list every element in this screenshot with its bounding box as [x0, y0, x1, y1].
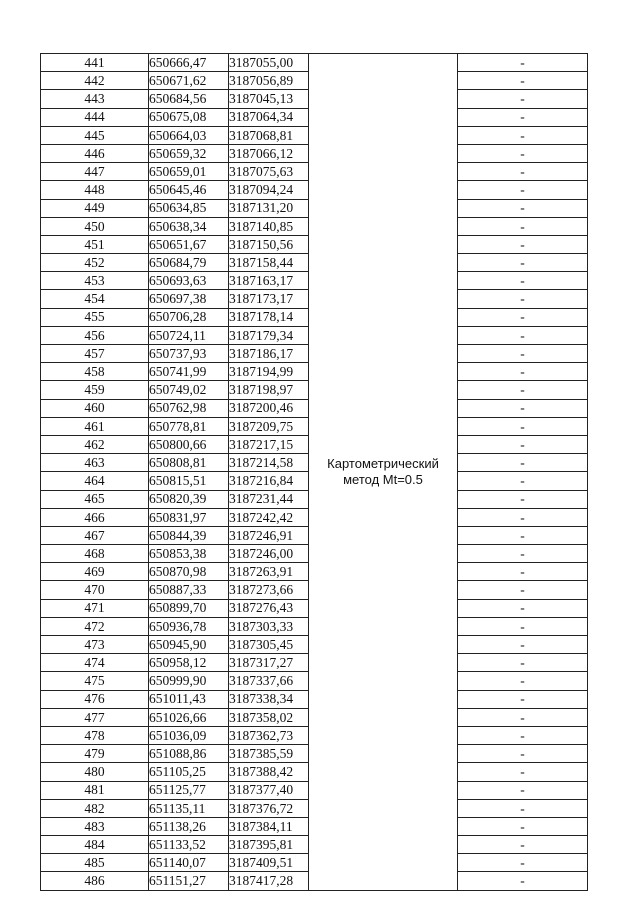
y-coordinate-cell: 3187376,72 — [229, 799, 309, 817]
point-number-cell: 477 — [41, 708, 149, 726]
x-coordinate-cell: 650844,39 — [149, 526, 229, 544]
y-coordinate-cell: 3187186,17 — [229, 345, 309, 363]
point-number-cell: 459 — [41, 381, 149, 399]
y-coordinate-cell: 3187395,81 — [229, 836, 309, 854]
y-coordinate-cell: 3187150,56 — [229, 235, 309, 253]
x-coordinate-cell: 650853,38 — [149, 545, 229, 563]
y-coordinate-cell: 3187338,34 — [229, 690, 309, 708]
x-coordinate-cell: 650684,56 — [149, 90, 229, 108]
dash-cell: - — [458, 163, 588, 181]
y-coordinate-cell: 3187377,40 — [229, 781, 309, 799]
y-coordinate-cell: 3187358,02 — [229, 708, 309, 726]
y-coordinate-cell: 3187337,66 — [229, 672, 309, 690]
dash-cell: - — [458, 454, 588, 472]
x-coordinate-cell: 651026,66 — [149, 708, 229, 726]
point-number-cell: 448 — [41, 181, 149, 199]
point-number-cell: 473 — [41, 636, 149, 654]
x-coordinate-cell: 651138,26 — [149, 817, 229, 835]
dash-cell: - — [458, 363, 588, 381]
dash-cell: - — [458, 144, 588, 162]
x-coordinate-cell: 650638,34 — [149, 217, 229, 235]
point-number-cell: 450 — [41, 217, 149, 235]
x-coordinate-cell: 650936,78 — [149, 617, 229, 635]
x-coordinate-cell: 650945,90 — [149, 636, 229, 654]
dash-cell: - — [458, 217, 588, 235]
method-label-line1: Картометрический — [327, 455, 439, 471]
dash-cell: - — [458, 199, 588, 217]
point-number-cell: 464 — [41, 472, 149, 490]
y-coordinate-cell: 3187384,11 — [229, 817, 309, 835]
point-number-cell: 475 — [41, 672, 149, 690]
y-coordinate-cell: 3187131,20 — [229, 199, 309, 217]
dash-cell: - — [458, 836, 588, 854]
dash-cell: - — [458, 508, 588, 526]
point-number-cell: 458 — [41, 363, 149, 381]
y-coordinate-cell: 3187388,42 — [229, 763, 309, 781]
dash-cell: - — [458, 781, 588, 799]
y-coordinate-cell: 3187409,51 — [229, 854, 309, 872]
dash-cell: - — [458, 526, 588, 544]
y-coordinate-cell: 3187064,34 — [229, 108, 309, 126]
dash-cell: - — [458, 308, 588, 326]
x-coordinate-cell: 650741,99 — [149, 363, 229, 381]
point-number-cell: 447 — [41, 163, 149, 181]
point-number-cell: 457 — [41, 345, 149, 363]
dash-cell: - — [458, 72, 588, 90]
x-coordinate-cell: 650666,47 — [149, 54, 229, 72]
x-coordinate-cell: 650684,79 — [149, 254, 229, 272]
dash-cell: - — [458, 617, 588, 635]
x-coordinate-cell: 650697,38 — [149, 290, 229, 308]
point-number-cell: 443 — [41, 90, 149, 108]
point-number-cell: 486 — [41, 872, 149, 890]
y-coordinate-cell: 3187178,14 — [229, 308, 309, 326]
point-number-cell: 463 — [41, 454, 149, 472]
point-number-cell: 480 — [41, 763, 149, 781]
y-coordinate-cell: 3187216,84 — [229, 472, 309, 490]
point-number-cell: 462 — [41, 435, 149, 453]
dash-cell: - — [458, 381, 588, 399]
point-number-cell: 466 — [41, 508, 149, 526]
point-number-cell: 461 — [41, 417, 149, 435]
x-coordinate-cell: 651151,27 — [149, 872, 229, 890]
point-number-cell: 460 — [41, 399, 149, 417]
x-coordinate-cell: 650999,90 — [149, 672, 229, 690]
y-coordinate-cell: 3187179,34 — [229, 326, 309, 344]
point-number-cell: 482 — [41, 799, 149, 817]
method-label-line2: метод Mt=0.5 — [343, 471, 423, 487]
dash-cell: - — [458, 290, 588, 308]
y-coordinate-cell: 3187417,28 — [229, 872, 309, 890]
point-number-cell: 470 — [41, 581, 149, 599]
y-coordinate-cell: 3187231,44 — [229, 490, 309, 508]
y-coordinate-cell: 3187246,00 — [229, 545, 309, 563]
dash-cell: - — [458, 545, 588, 563]
point-number-cell: 446 — [41, 144, 149, 162]
y-coordinate-cell: 3187209,75 — [229, 417, 309, 435]
point-number-cell: 476 — [41, 690, 149, 708]
x-coordinate-cell: 651140,07 — [149, 854, 229, 872]
y-coordinate-cell: 3187066,12 — [229, 144, 309, 162]
y-coordinate-cell: 3187385,59 — [229, 745, 309, 763]
dash-cell: - — [458, 672, 588, 690]
point-number-cell: 483 — [41, 817, 149, 835]
x-coordinate-cell: 650724,11 — [149, 326, 229, 344]
dash-cell: - — [458, 563, 588, 581]
x-coordinate-cell: 650659,01 — [149, 163, 229, 181]
y-coordinate-cell: 3187317,27 — [229, 654, 309, 672]
x-coordinate-cell: 650671,62 — [149, 72, 229, 90]
dash-cell: - — [458, 745, 588, 763]
point-number-cell: 468 — [41, 545, 149, 563]
dash-cell: - — [458, 108, 588, 126]
x-coordinate-cell: 650737,93 — [149, 345, 229, 363]
dash-cell: - — [458, 181, 588, 199]
point-number-cell: 445 — [41, 126, 149, 144]
y-coordinate-cell: 3187214,58 — [229, 454, 309, 472]
dash-cell: - — [458, 126, 588, 144]
point-number-cell: 465 — [41, 490, 149, 508]
dash-cell: - — [458, 654, 588, 672]
x-coordinate-cell: 650808,81 — [149, 454, 229, 472]
x-coordinate-cell: 650693,63 — [149, 272, 229, 290]
point-number-cell: 474 — [41, 654, 149, 672]
dash-cell: - — [458, 708, 588, 726]
coordinates-table-body — [41, 54, 588, 891]
y-coordinate-cell: 3187045,13 — [229, 90, 309, 108]
method-cell — [309, 54, 458, 891]
dash-cell: - — [458, 872, 588, 890]
point-number-cell: 456 — [41, 326, 149, 344]
x-coordinate-cell: 651088,86 — [149, 745, 229, 763]
dash-cell: - — [458, 817, 588, 835]
dash-cell: - — [458, 763, 588, 781]
y-coordinate-cell: 3187200,46 — [229, 399, 309, 417]
point-number-cell: 454 — [41, 290, 149, 308]
dash-cell: - — [458, 854, 588, 872]
x-coordinate-cell: 650870,98 — [149, 563, 229, 581]
y-coordinate-cell: 3187068,81 — [229, 126, 309, 144]
x-coordinate-cell: 650634,85 — [149, 199, 229, 217]
x-coordinate-cell: 650645,46 — [149, 181, 229, 199]
dash-cell: - — [458, 235, 588, 253]
point-number-cell: 444 — [41, 108, 149, 126]
x-coordinate-cell: 650778,81 — [149, 417, 229, 435]
x-coordinate-cell: 650887,33 — [149, 581, 229, 599]
x-coordinate-cell: 650706,28 — [149, 308, 229, 326]
y-coordinate-cell: 3187305,45 — [229, 636, 309, 654]
x-coordinate-cell: 650749,02 — [149, 381, 229, 399]
x-coordinate-cell: 651011,43 — [149, 690, 229, 708]
y-coordinate-cell: 3187242,42 — [229, 508, 309, 526]
point-number-cell: 449 — [41, 199, 149, 217]
x-coordinate-cell: 650659,32 — [149, 144, 229, 162]
dash-cell: - — [458, 399, 588, 417]
x-coordinate-cell: 650762,98 — [149, 399, 229, 417]
y-coordinate-cell: 3187303,33 — [229, 617, 309, 635]
x-coordinate-cell: 651105,25 — [149, 763, 229, 781]
x-coordinate-cell: 650831,97 — [149, 508, 229, 526]
dash-cell: - — [458, 326, 588, 344]
coordinates-table — [40, 53, 588, 891]
dash-cell: - — [458, 726, 588, 744]
point-number-cell: 453 — [41, 272, 149, 290]
y-coordinate-cell: 3187158,44 — [229, 254, 309, 272]
dash-cell: - — [458, 636, 588, 654]
point-number-cell: 481 — [41, 781, 149, 799]
x-coordinate-cell: 650958,12 — [149, 654, 229, 672]
dash-cell: - — [458, 581, 588, 599]
dash-cell: - — [458, 599, 588, 617]
x-coordinate-cell: 651125,77 — [149, 781, 229, 799]
y-coordinate-cell: 3187094,24 — [229, 181, 309, 199]
y-coordinate-cell: 3187055,00 — [229, 54, 309, 72]
x-coordinate-cell: 651133,52 — [149, 836, 229, 854]
point-number-cell: 479 — [41, 745, 149, 763]
y-coordinate-cell: 3187362,73 — [229, 726, 309, 744]
dash-cell: - — [458, 345, 588, 363]
point-number-cell: 455 — [41, 308, 149, 326]
dash-cell: - — [458, 690, 588, 708]
dash-cell: - — [458, 54, 588, 72]
point-number-cell: 469 — [41, 563, 149, 581]
point-number-cell: 478 — [41, 726, 149, 744]
y-coordinate-cell: 3187140,85 — [229, 217, 309, 235]
x-coordinate-cell: 650675,08 — [149, 108, 229, 126]
y-coordinate-cell: 3187075,63 — [229, 163, 309, 181]
dash-cell: - — [458, 272, 588, 290]
x-coordinate-cell: 650815,51 — [149, 472, 229, 490]
dash-cell: - — [458, 417, 588, 435]
point-number-cell: 451 — [41, 235, 149, 253]
x-coordinate-cell: 650651,67 — [149, 235, 229, 253]
dash-cell: - — [458, 254, 588, 272]
point-number-cell: 484 — [41, 836, 149, 854]
point-number-cell: 485 — [41, 854, 149, 872]
x-coordinate-cell: 650800,66 — [149, 435, 229, 453]
y-coordinate-cell: 3187276,43 — [229, 599, 309, 617]
point-number-cell: 452 — [41, 254, 149, 272]
x-coordinate-cell: 650899,70 — [149, 599, 229, 617]
point-number-cell: 471 — [41, 599, 149, 617]
x-coordinate-cell: 650664,03 — [149, 126, 229, 144]
y-coordinate-cell: 3187194,99 — [229, 363, 309, 381]
x-coordinate-cell: 651135,11 — [149, 799, 229, 817]
y-coordinate-cell: 3187163,17 — [229, 272, 309, 290]
y-coordinate-cell: 3187273,66 — [229, 581, 309, 599]
point-number-cell: 472 — [41, 617, 149, 635]
y-coordinate-cell: 3187246,91 — [229, 526, 309, 544]
y-coordinate-cell: 3187056,89 — [229, 72, 309, 90]
y-coordinate-cell: 3187198,97 — [229, 381, 309, 399]
y-coordinate-cell: 3187217,15 — [229, 435, 309, 453]
dash-cell: - — [458, 90, 588, 108]
y-coordinate-cell: 3187173,17 — [229, 290, 309, 308]
dash-cell: - — [458, 472, 588, 490]
point-number-cell: 441 — [41, 54, 149, 72]
point-number-cell: 467 — [41, 526, 149, 544]
x-coordinate-cell: 650820,39 — [149, 490, 229, 508]
dash-cell: - — [458, 799, 588, 817]
table-row — [41, 54, 588, 72]
point-number-cell: 442 — [41, 72, 149, 90]
x-coordinate-cell: 651036,09 — [149, 726, 229, 744]
dash-cell: - — [458, 435, 588, 453]
y-coordinate-cell: 3187263,91 — [229, 563, 309, 581]
dash-cell: - — [458, 490, 588, 508]
